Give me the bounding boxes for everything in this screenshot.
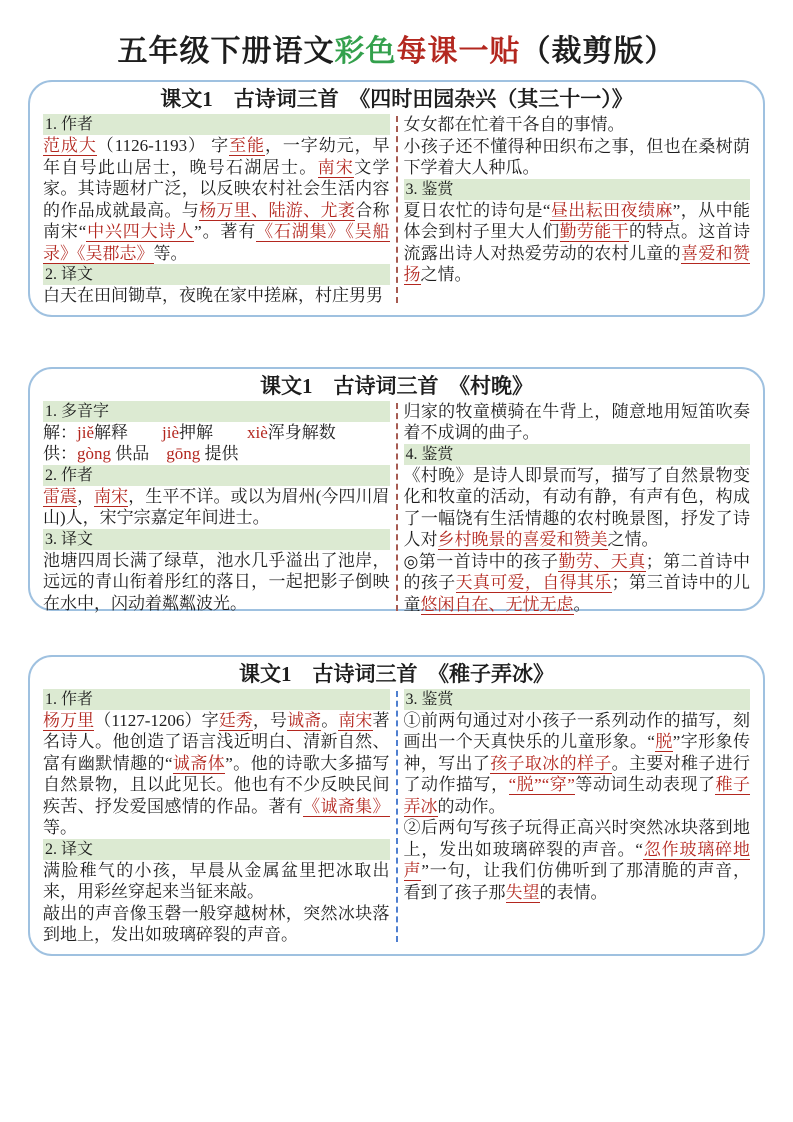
text-segment: 池塘四周长满了绿草，池水几乎溢出了池岸，远远的青山衔着彤红的落日，一起把影子倒映在水中，闪动着粼粼波光。 [43,550,390,613]
page-title-part-color: 彩色 [334,35,397,68]
paragraph [43,903,390,946]
text-segment: 文学家。其诗题材广泛，以反映农村社会生活内容的作品成就最高。与 [43,157,390,220]
highlight-term: 乡村晚景的喜爱和赞美 [437,530,608,549]
text-segment: 解释 [94,422,162,442]
highlight-term: 勤劳、天真 [558,551,646,571]
text-segment: ，一字幼元，早年自号此山居士，晚号石湖居士。 [43,136,390,177]
text-segment: （1127-1206）字 [94,710,219,730]
card-title: 课文1 古诗词三首 《四时田园杂兴（其三十一）》 [160,87,633,111]
highlight-term: 孩子取冰的样子 [490,753,612,773]
text-segment: 的动作。 [437,796,506,816]
paragraph [404,710,751,818]
card-lesson1-zhizinongbing [28,655,765,956]
card-left-column [38,689,395,946]
text-segment: ；第三首诗中的儿童 [403,573,751,614]
highlight-term: 喜爱和赞扬 [403,243,751,284]
card-lesson1-sishitianyuan [28,80,765,317]
paragraph [404,114,751,136]
text-segment: ”字形象传神，写出了 [403,732,751,773]
paragraph [43,710,390,839]
highlight-term: 南宋 [94,486,129,506]
page-title-part-edition: （裁剪版） [520,35,676,68]
highlight-term: 南宋 [317,157,355,177]
text-segment: 合称南宋“ [43,200,390,241]
highlight-term: 《石湖集》《吴船录》《吴郡志》 [43,222,390,263]
highlight-term: 勤劳能干 [559,222,629,241]
section-header: 4. 鉴赏 [404,444,751,465]
section-header: 3. 译文 [43,529,390,550]
text-segment: 等。 [153,243,188,263]
card-title: 课文1 古诗词三首 《稚子弄冰》 [239,661,554,686]
highlight-term: 诚斋 [287,710,322,730]
paragraph [43,486,390,529]
text-segment: 夏日农忙的诗句是“ [403,200,551,220]
card-left-column [38,401,395,616]
paragraph [43,443,390,465]
paragraph [43,550,390,615]
section-header: 1. 作者 [43,689,390,710]
text-segment: ②后两句写孩子玩得正高兴时突然冰块落到地上，发出如玻璃碎裂的声音。“ [403,818,750,859]
highlight-term: “脱”“穿” [508,775,575,794]
highlight-term: 至能 [229,136,265,155]
text-segment: 归家的牧童横骑在牛背上，随意地用短笛吹奏着不成调的曲子。 [403,401,750,442]
paragraph [404,551,751,616]
card-body [38,114,755,307]
text-segment: ”，从中能体会到村子里大人们 [403,200,751,241]
highlight-term: 失望 [505,882,540,902]
highlight-term: 杨万里 [43,710,95,730]
text-segment: ◎第一首诗中的孩子 [403,551,559,571]
text-segment: 女女都在忙着干各自的事情。 [403,115,625,134]
text-segment: 解： [43,422,77,442]
card-right-column [399,689,756,946]
highlight-term: 廷秀 [218,710,253,730]
highlight-term: gōng [166,444,201,463]
text-segment: 的表情。 [539,882,608,902]
column-divider [396,116,398,303]
paragraph [404,817,751,903]
text-segment: 之情。 [420,265,472,284]
highlight-term: 南宋 [338,710,373,730]
card-body [38,401,755,616]
highlight-term: 诚斋体 [172,753,226,773]
highlight-term: 《诚斋集》 [303,796,390,816]
card-body [38,689,755,946]
page-title [28,34,765,70]
paragraph [404,200,751,286]
highlight-term: 雷震 [43,486,78,506]
text-segment: 《村晚》是诗人即景而写，描写了自然景物变化和牧童的活动，有动有静，有声有色，构成了一幅饶有生活情趣的农村晚景图，抒发了诗人对 [403,465,750,549]
paragraph [43,422,390,444]
text-segment: ，生平不详。或以为眉州(今四川眉山)人，宋宁宗嘉定年间进士。 [43,486,390,527]
highlight-term: xiè [247,422,268,442]
highlight-term: 杨万里、陆游、尤袤 [199,200,356,220]
paragraph [404,465,751,551]
page-title-part-grade: 五年级下册语文 [117,35,335,68]
text-segment: 敲出的声音像玉磬一般穿越树林，突然冰块落到地上，发出如玻璃碎裂的声音。 [43,903,390,944]
text-segment: ”一句，让我们仿佛听到了那清脆的声音，看到了孩子那 [403,861,751,902]
text-segment: 。 [573,594,591,614]
highlight-term: 忽作玻璃碎地声 [403,839,751,880]
text-segment: 小孩子还不懂得种田织布之事，但也在桑树荫下学着大人种瓜。 [403,136,750,177]
section-header: 1. 多音字 [43,401,390,422]
highlight-term: 范成大 [43,136,97,155]
card-right-column [399,401,756,616]
text-segment: 著名诗人。他创造了语言浅近明白、清新自然、富有幽默情趣的“ [43,710,390,773]
column-divider [396,403,398,612]
card-left-column [38,114,395,307]
highlight-term: 中兴四大诗人 [86,222,195,241]
section-header: 3. 鉴赏 [404,179,751,200]
section-header: 2. 译文 [43,264,390,285]
section-header: 2. 译文 [43,839,390,860]
text-segment: 的特点。这首诗流露出诗人对热爱劳动的农村儿童的 [403,222,751,263]
text-segment: （1126-1193） 字 [96,136,230,155]
card-right-column [399,114,756,307]
text-segment: ①前两句通过对小孩子一系列动作的描写，刻画出一个天真快乐的儿童形象。“ [403,710,750,751]
column-divider [396,691,398,942]
section-header: 1. 作者 [43,114,390,135]
text-segment: 。 [321,710,339,730]
text-segment: ， [77,486,95,506]
paragraph [43,860,390,903]
text-segment: ”。他的诗歌大多描写自然景物，且以此见长。他也有不少反映民间疾苦、抒发爱国感情的作品。著有 [43,753,390,816]
paragraph [404,136,751,179]
highlight-term: 稚子弄冰 [403,775,750,816]
text-segment: 供： [43,444,77,463]
text-segment: 押解 [179,422,247,442]
highlight-term: 昼出耘田夜绩麻 [550,200,673,220]
paragraph [43,135,390,264]
text-segment: 等动词生动表现了 [574,775,716,794]
highlight-term: jiě [77,422,94,442]
text-segment: 供品 [111,444,167,463]
text-segment: 提供 [200,444,239,463]
card-title: 课文1 古诗词三首 《村晚》 [260,373,533,398]
page-title-part-perlesson: 每课一贴 [396,35,521,68]
paragraph [404,401,751,444]
text-segment: ；第二首诗中的孩子 [403,551,750,592]
highlight-term: 天真可爱，自得其乐 [455,573,612,592]
highlight-term: gòng [77,444,111,463]
highlight-term: 悠闲自在、无忧无虑 [420,594,574,614]
paragraph [43,285,390,307]
text-segment: ，号 [252,710,288,730]
text-segment: 之情。 [607,530,659,549]
text-segment: 等。 [43,818,77,837]
text-segment: 浑身解数 [267,422,336,442]
card-lesson1-cunwan [28,367,765,614]
text-segment: 白天在田间锄草，夜晚在家中搓麻，村庄男男 [43,286,383,305]
highlight-term: jiè [162,422,179,442]
text-segment: 满脸稚气的小孩，早晨从金属盆里把冰取出来，用彩丝穿起来当钲来敲。 [43,860,390,901]
highlight-term: 脱 [654,732,673,751]
section-header: 2. 作者 [43,465,390,486]
text-segment: 。主要对稚子进行了动作描写， [403,753,751,794]
text-segment: ”。著有 [194,222,257,241]
section-header: 3. 鉴赏 [404,689,751,710]
